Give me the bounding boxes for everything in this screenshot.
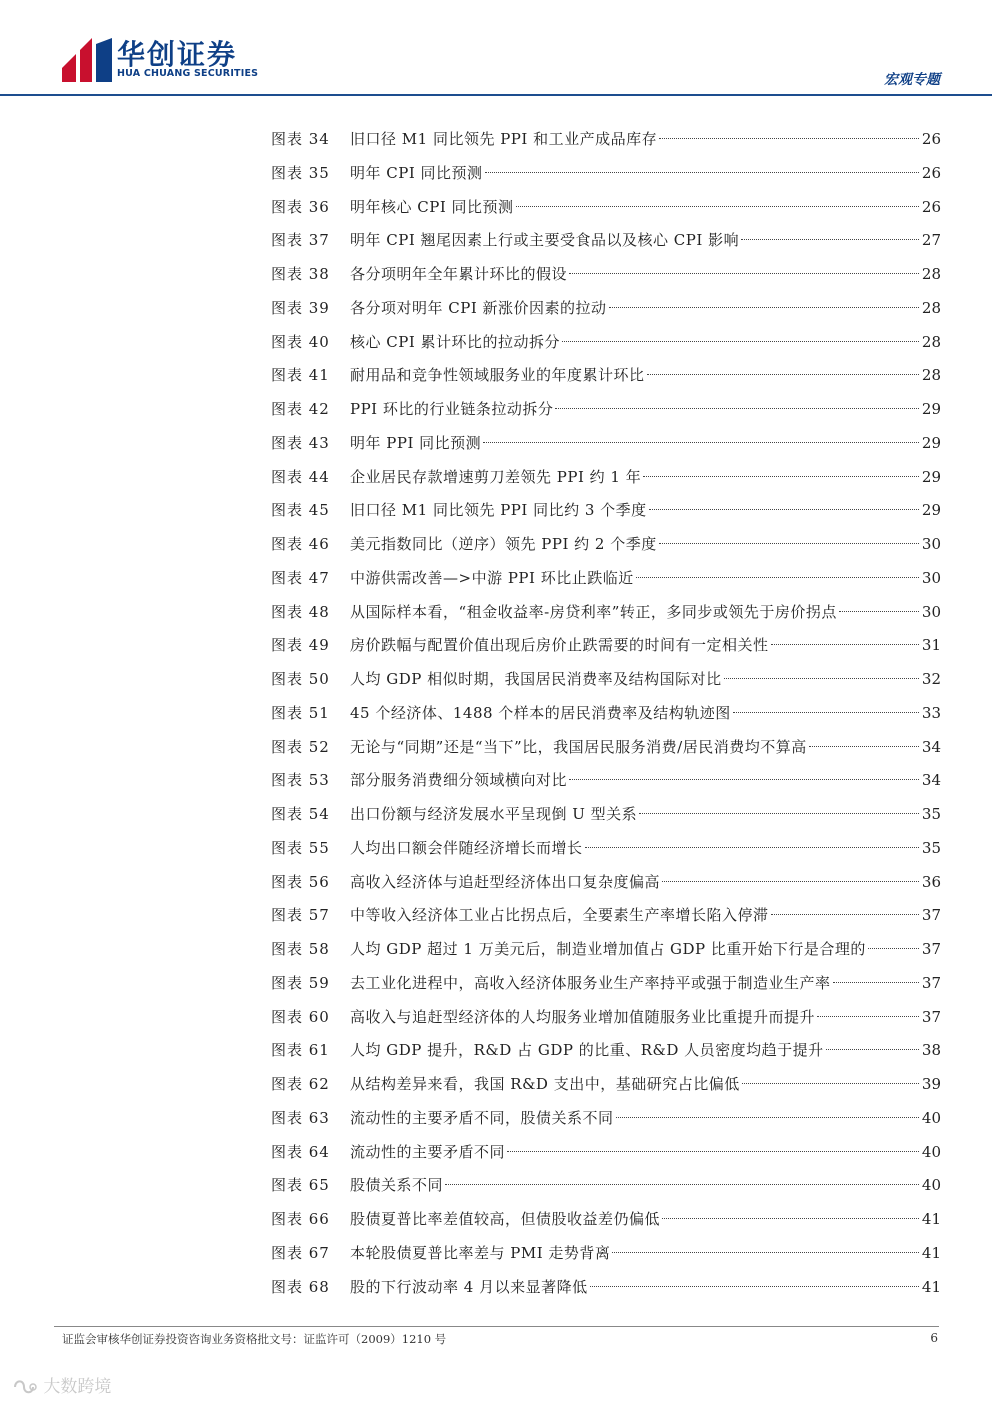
toc-figure-label: 图表 59 bbox=[271, 973, 330, 992]
toc-page-number: 27 bbox=[921, 231, 941, 250]
toc-leader-dots bbox=[771, 644, 919, 645]
toc-figure-title: 股债关系不同 bbox=[350, 1176, 444, 1195]
toc-leader-dots bbox=[569, 779, 919, 780]
toc-figure-title: 流动性的主要矛盾不同 bbox=[350, 1142, 506, 1161]
toc-leader-dots bbox=[741, 239, 919, 240]
toc-entry[interactable] bbox=[271, 1136, 941, 1170]
toc-figure-title: 旧口径 M1 同比领先 PPI 同比约 3 个季度 bbox=[350, 501, 647, 520]
toc-leader-dots bbox=[833, 982, 919, 983]
toc-figure-title: 房价跌幅与配置价值出现后房价止跌需要的时间有一定相关性 bbox=[350, 636, 769, 655]
toc-figure-label: 图表 57 bbox=[271, 906, 330, 925]
toc-page-number: 40 bbox=[921, 1176, 941, 1195]
toc-entry[interactable] bbox=[271, 326, 941, 360]
toc-figure-label: 图表 50 bbox=[271, 670, 330, 688]
toc-entry[interactable] bbox=[271, 157, 941, 191]
toc-leader-dots bbox=[724, 678, 919, 679]
toc-entry[interactable] bbox=[271, 899, 941, 933]
toc-entry[interactable] bbox=[271, 663, 941, 697]
toc-entry[interactable] bbox=[271, 798, 941, 832]
toc-figure-label: 图表 47 bbox=[271, 568, 330, 587]
toc-leader-dots bbox=[616, 1117, 919, 1118]
toc-figure-title: 明年 CPI 翘尾因素上行或主要受食品以及核心 CPI 影响 bbox=[350, 231, 740, 250]
toc-entry[interactable] bbox=[271, 494, 941, 528]
toc-page-number: 35 bbox=[921, 838, 941, 857]
toc-leader-dots bbox=[809, 746, 919, 747]
toc-leader-dots bbox=[643, 476, 919, 477]
toc-page-number: 29 bbox=[921, 467, 941, 486]
toc-leader-dots bbox=[817, 1016, 919, 1017]
toc-entry[interactable] bbox=[271, 967, 941, 1001]
toc-entry[interactable] bbox=[271, 292, 941, 326]
toc-figure-title: PPI 环比的行业链条拉动拆分 bbox=[350, 400, 554, 418]
toc-figure-title: 出口份额与经济发展水平呈现倒 U 型关系 bbox=[350, 805, 638, 823]
toc-figure-title: 人均 GDP 相似时期，我国居民消费率及结构国际对比 bbox=[350, 670, 722, 688]
toc-entry[interactable] bbox=[271, 1102, 941, 1136]
figure-index bbox=[271, 123, 941, 1304]
toc-page-number: 38 bbox=[921, 1041, 941, 1060]
toc-entry[interactable] bbox=[271, 359, 941, 393]
toc-figure-title: 45 个经济体、1488 个样本的居民消费率及结构轨迹图 bbox=[350, 703, 731, 722]
toc-page-number: 30 bbox=[921, 535, 941, 553]
toc-page-number: 34 bbox=[921, 771, 941, 790]
toc-entry[interactable] bbox=[271, 1034, 941, 1068]
toc-figure-label: 图表 36 bbox=[271, 197, 330, 216]
page-header bbox=[0, 0, 992, 98]
toc-page-number: 26 bbox=[921, 197, 941, 216]
toc-leader-dots bbox=[585, 847, 919, 848]
toc-figure-title: 股的下行波动率 4 月以来显著降低 bbox=[350, 1277, 588, 1296]
toc-page-number: 41 bbox=[921, 1277, 941, 1296]
toc-figure-title: 人均出口额会伴随经济增长而增长 bbox=[350, 838, 583, 857]
toc-page-number: 36 bbox=[921, 872, 941, 891]
toc-figure-label: 图表 35 bbox=[271, 163, 330, 182]
toc-page-number: 30 bbox=[921, 568, 941, 587]
logo-mark-icon bbox=[62, 38, 112, 82]
toc-entry[interactable] bbox=[271, 764, 941, 798]
toc-page-number: 39 bbox=[921, 1075, 941, 1093]
toc-figure-label: 图表 42 bbox=[271, 400, 330, 418]
toc-leader-dots bbox=[483, 442, 919, 443]
toc-entry[interactable] bbox=[271, 1237, 941, 1271]
toc-leader-dots bbox=[612, 1252, 919, 1253]
toc-figure-title: 从国际样本看，“租金收益率-房贷利率”转正，多同步或领先于房价拐点 bbox=[350, 602, 837, 621]
toc-page-number: 37 bbox=[921, 1007, 941, 1026]
toc-figure-title: 核心 CPI 累计环比的拉动拆分 bbox=[350, 332, 561, 351]
logo-subtext: HUA CHUANG SECURITIES bbox=[117, 68, 259, 79]
toc-figure-label: 图表 37 bbox=[271, 231, 330, 250]
logo-text: 华创证券 bbox=[117, 38, 238, 71]
toc-leader-dots bbox=[562, 341, 919, 342]
toc-page-number: 29 bbox=[921, 433, 941, 452]
toc-figure-title: 高收入经济体与追赶型经济体出口复杂度偏高 bbox=[350, 872, 661, 891]
toc-figure-label: 图表 61 bbox=[271, 1041, 330, 1060]
toc-leader-dots bbox=[659, 543, 919, 544]
toc-figure-title: 美元指数同比（逆序）领先 PPI 约 2 个季度 bbox=[350, 535, 657, 553]
toc-figure-label: 图表 39 bbox=[271, 298, 330, 317]
toc-figure-title: 中游供需改善—>中游 PPI 环比止跌临近 bbox=[350, 568, 634, 587]
toc-figure-title: 中等收入经济体工业占比拐点后，全要素生产率增长陷入停滞 bbox=[350, 906, 769, 925]
toc-leader-dots bbox=[839, 611, 919, 612]
toc-figure-label: 图表 53 bbox=[271, 771, 330, 790]
toc-entry[interactable] bbox=[271, 629, 941, 663]
toc-page-number: 41 bbox=[921, 1243, 941, 1262]
toc-leader-dots bbox=[636, 577, 919, 578]
toc-entry[interactable] bbox=[271, 427, 941, 461]
toc-figure-title: 耐用品和竞争性领域服务业的年度累计环比 bbox=[350, 366, 645, 385]
toc-page-number: 41 bbox=[921, 1210, 941, 1228]
toc-figure-label: 图表 62 bbox=[271, 1075, 330, 1093]
toc-entry[interactable] bbox=[271, 123, 941, 157]
toc-entry[interactable] bbox=[271, 1203, 941, 1237]
toc-entry[interactable] bbox=[271, 528, 941, 562]
toc-entry[interactable] bbox=[271, 832, 941, 866]
toc-figure-label: 图表 52 bbox=[271, 737, 330, 756]
toc-entry[interactable] bbox=[271, 866, 941, 900]
toc-figure-title: 各分项对明年 CPI 新涨价因素的拉动 bbox=[350, 298, 607, 317]
toc-page-number: 28 bbox=[921, 265, 941, 283]
toc-figure-title: 本轮股债夏普比率差与 PMI 走势背离 bbox=[350, 1243, 611, 1262]
toc-page-number: 29 bbox=[921, 400, 941, 418]
toc-entry[interactable] bbox=[271, 1271, 941, 1305]
toc-entry[interactable] bbox=[271, 1068, 941, 1102]
toc-page-number: 32 bbox=[921, 670, 941, 688]
toc-figure-title: 明年 CPI 同比预测 bbox=[350, 163, 483, 182]
toc-page-number: 31 bbox=[921, 636, 941, 655]
toc-page-number: 37 bbox=[921, 906, 941, 925]
toc-figure-label: 图表 60 bbox=[271, 1007, 330, 1026]
toc-figure-label: 图表 56 bbox=[271, 872, 330, 891]
toc-entry[interactable] bbox=[271, 224, 941, 258]
toc-figure-title: 部分服务消费细分领域横向对比 bbox=[350, 771, 568, 790]
toc-figure-label: 图表 49 bbox=[271, 636, 330, 655]
toc-figure-title: 高收入与追赶型经济体的人均服务业增加值随服务业比重提升而提升 bbox=[350, 1007, 816, 1026]
toc-figure-title: 人均 GDP 超过 1 万美元后，制造业增加值占 GDP 比重开始下行是合理的 bbox=[350, 940, 866, 958]
toc-entry[interactable] bbox=[271, 731, 941, 765]
toc-leader-dots bbox=[445, 1184, 919, 1185]
toc-page-number: 35 bbox=[921, 805, 941, 823]
toc-figure-label: 图表 51 bbox=[271, 703, 330, 722]
toc-figure-label: 图表 43 bbox=[271, 433, 330, 452]
document-type: 宏观专题 bbox=[884, 72, 940, 88]
toc-figure-label: 图表 46 bbox=[271, 535, 330, 553]
toc-entry[interactable] bbox=[271, 1169, 941, 1203]
toc-leader-dots bbox=[485, 172, 919, 173]
toc-page-number: 26 bbox=[921, 163, 941, 182]
toc-figure-title: 明年 PPI 同比预测 bbox=[350, 433, 482, 452]
toc-figure-title: 去工业化进程中，高收入经济体服务业生产率持平或强于制造业生产率 bbox=[350, 973, 831, 992]
toc-figure-label: 图表 68 bbox=[271, 1277, 330, 1296]
toc-leader-dots bbox=[507, 1151, 919, 1152]
watermark-logo-icon bbox=[12, 1376, 38, 1398]
toc-page-number: 28 bbox=[921, 298, 941, 317]
toc-figure-title: 从结构差异来看，我国 R&D 支出中，基础研究占比偏低 bbox=[350, 1075, 740, 1093]
page-number: 6 bbox=[930, 1331, 938, 1345]
toc-figure-label: 图表 58 bbox=[271, 940, 330, 958]
toc-figure-title: 明年核心 CPI 同比预测 bbox=[350, 197, 514, 216]
toc-entry[interactable] bbox=[271, 596, 941, 630]
toc-leader-dots bbox=[555, 408, 919, 409]
toc-leader-dots bbox=[868, 948, 919, 949]
toc-leader-dots bbox=[516, 206, 919, 207]
toc-figure-label: 图表 45 bbox=[271, 501, 330, 520]
toc-entry[interactable] bbox=[271, 393, 941, 427]
toc-figure-label: 图表 63 bbox=[271, 1108, 330, 1127]
toc-figure-label: 图表 44 bbox=[271, 467, 330, 486]
toc-leader-dots bbox=[647, 374, 919, 375]
toc-leader-dots bbox=[649, 509, 919, 510]
toc-entry[interactable] bbox=[271, 697, 941, 731]
toc-page-number: 26 bbox=[921, 130, 941, 148]
toc-page-number: 30 bbox=[921, 602, 941, 621]
toc-leader-dots bbox=[569, 273, 919, 274]
toc-figure-label: 图表 55 bbox=[271, 838, 330, 857]
toc-figure-label: 图表 64 bbox=[271, 1142, 330, 1161]
toc-figure-title: 各分项明年全年累计环比的假设 bbox=[350, 265, 568, 283]
toc-entry[interactable] bbox=[271, 933, 941, 967]
toc-entry[interactable] bbox=[271, 1001, 941, 1035]
toc-page-number: 37 bbox=[921, 940, 941, 958]
toc-page-number: 28 bbox=[921, 366, 941, 385]
toc-entry[interactable] bbox=[271, 191, 941, 225]
toc-leader-dots bbox=[659, 138, 919, 139]
header-divider bbox=[0, 94, 992, 96]
toc-page-number: 28 bbox=[921, 332, 941, 351]
toc-figure-title: 旧口径 M1 同比领先 PPI 和工业产成品库存 bbox=[350, 130, 658, 148]
toc-entry[interactable] bbox=[271, 562, 941, 596]
toc-figure-label: 图表 65 bbox=[271, 1176, 330, 1195]
toc-page-number: 40 bbox=[921, 1142, 941, 1161]
toc-leader-dots bbox=[742, 1083, 919, 1084]
toc-leader-dots bbox=[609, 307, 919, 308]
toc-leader-dots bbox=[826, 1049, 919, 1050]
license-text: 证监会审核华创证券投资咨询业务资格批文号：证监许可（2009）1210 号 bbox=[62, 1332, 447, 1346]
toc-leader-dots bbox=[639, 813, 919, 814]
toc-leader-dots bbox=[590, 1286, 919, 1287]
toc-page-number: 33 bbox=[921, 703, 941, 722]
toc-figure-label: 图表 38 bbox=[271, 265, 330, 283]
toc-figure-label: 图表 34 bbox=[271, 130, 330, 148]
toc-figure-label: 图表 40 bbox=[271, 332, 330, 351]
toc-figure-label: 图表 48 bbox=[271, 602, 330, 621]
toc-figure-title: 人均 GDP 提升，R&D 占 GDP 的比重、R&D 人员密度均趋于提升 bbox=[350, 1041, 824, 1060]
toc-figure-label: 图表 67 bbox=[271, 1243, 330, 1262]
watermark bbox=[12, 1372, 111, 1398]
toc-figure-title: 企业居民存款增速剪刀差领先 PPI 约 1 年 bbox=[350, 467, 642, 486]
toc-leader-dots bbox=[733, 712, 919, 713]
toc-entry[interactable] bbox=[271, 258, 941, 292]
toc-figure-title: 股债夏普比率差值较高，但债股收益差仍偏低 bbox=[350, 1210, 661, 1228]
toc-page-number: 34 bbox=[921, 737, 941, 756]
toc-leader-dots bbox=[662, 1218, 919, 1219]
toc-figure-label: 图表 41 bbox=[271, 366, 330, 385]
toc-leader-dots bbox=[662, 881, 919, 882]
toc-figure-title: 流动性的主要矛盾不同，股债关系不同 bbox=[350, 1108, 614, 1127]
toc-leader-dots bbox=[771, 914, 919, 915]
toc-page-number: 40 bbox=[921, 1108, 941, 1127]
watermark-text: 大数跨境 bbox=[43, 1377, 112, 1397]
footer-divider bbox=[54, 1326, 939, 1327]
toc-figure-label: 图表 66 bbox=[271, 1210, 330, 1228]
toc-page-number: 37 bbox=[921, 973, 941, 992]
toc-figure-label: 图表 54 bbox=[271, 805, 330, 823]
toc-figure-title: 无论与“同期”还是“当下”比，我国居民服务消费/居民消费均不算高 bbox=[350, 737, 807, 756]
toc-page-number: 29 bbox=[921, 501, 941, 520]
toc-entry[interactable] bbox=[271, 461, 941, 495]
